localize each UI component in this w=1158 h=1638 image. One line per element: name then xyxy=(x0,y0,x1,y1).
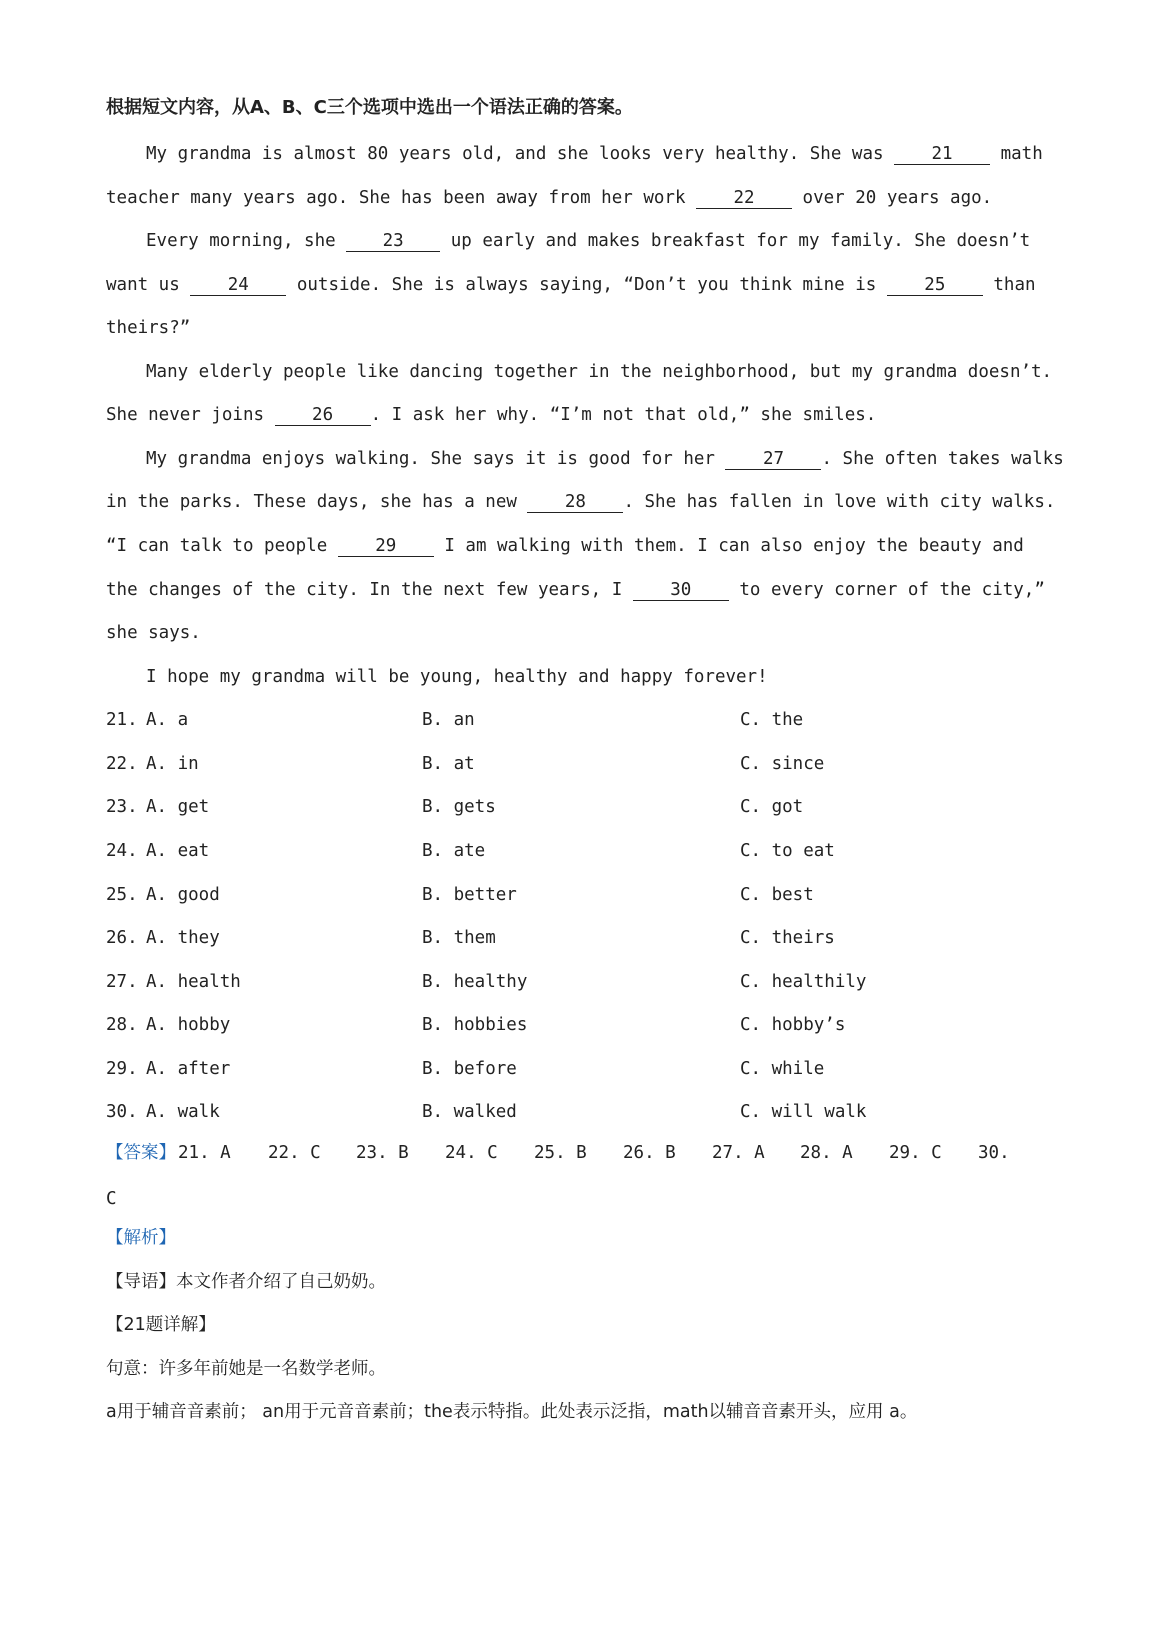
option-c: C. got xyxy=(740,797,804,817)
passage-line: I hope my grandma will be young, healthy and happy forever! xyxy=(146,667,768,687)
option-b: B. gets xyxy=(422,797,496,817)
option-b: B. healthy xyxy=(422,972,528,992)
option-row xyxy=(106,1057,1106,1081)
passage-line xyxy=(106,490,1055,514)
passage-line xyxy=(106,534,1024,558)
answer-item: 30. xyxy=(978,1143,1010,1163)
blank-24: 24 xyxy=(190,275,286,296)
text: Every morning, she xyxy=(146,231,347,251)
option-b: B. hobbies xyxy=(422,1015,528,1035)
answer-item: 29. C xyxy=(889,1143,942,1163)
option-a: A. a xyxy=(146,710,189,730)
option-b: B. walked xyxy=(422,1102,517,1122)
answer-item: 24. C xyxy=(445,1143,498,1163)
text: the changes of the city. In the next few years, I xyxy=(106,580,633,600)
option-b: B. before xyxy=(422,1059,517,1079)
q21-meaning: 句意：许多年前她是一名数学老师。 xyxy=(106,1359,386,1379)
instruction: 根据短文内容，从A、B、C三个选项中选出一个语法正确的答案。 xyxy=(106,97,633,118)
text: outside. She is always saying, “Don’t you think mine is xyxy=(286,275,887,295)
option-row xyxy=(106,883,1106,907)
text: . She has fallen in love with city walks. xyxy=(623,492,1056,512)
question-number: 26. xyxy=(106,928,138,948)
text: I am walking with them. I can also enjoy the beauty and xyxy=(433,536,1024,556)
option-row xyxy=(106,839,1106,863)
option-c: C. will walk xyxy=(740,1102,867,1122)
passage-line xyxy=(146,229,1030,253)
question-number: 28. xyxy=(106,1015,138,1035)
passage-line xyxy=(106,403,876,427)
option-b: B. at xyxy=(422,754,475,774)
option-c: C. the xyxy=(740,710,804,730)
text: My grandma enjoys walking. She says it is good for her xyxy=(146,449,726,469)
option-row xyxy=(106,752,1106,776)
option-a: A. in xyxy=(146,754,199,774)
option-a: A. health xyxy=(146,972,241,992)
option-b: B. them xyxy=(422,928,496,948)
q21-heading: 【21题详解】 xyxy=(106,1315,216,1335)
q21-detail: a用于辅音音素前； an用于元音音素前；the表示特指。此处表示泛指，math以辅音音素开头，应用 a。 xyxy=(106,1402,918,1422)
option-row xyxy=(106,1013,1106,1037)
option-c: C. healthily xyxy=(740,972,867,992)
option-a: A. good xyxy=(146,885,220,905)
answer-continuation: C xyxy=(106,1189,117,1209)
option-a: A. they xyxy=(146,928,220,948)
question-number: 27. xyxy=(106,972,138,992)
option-b: B. ate xyxy=(422,841,486,861)
answer-row xyxy=(106,1141,1106,1165)
question-number: 29. xyxy=(106,1059,138,1079)
text: want us xyxy=(106,275,191,295)
option-row xyxy=(106,708,1106,732)
text: teacher many years ago. She has been away from her work xyxy=(106,188,697,208)
option-c: C. theirs xyxy=(740,928,835,948)
answer-item: 21. A xyxy=(178,1143,231,1163)
passage-line xyxy=(146,142,1043,166)
blank-21: 21 xyxy=(894,144,990,165)
answer-item: 26. B xyxy=(623,1143,676,1163)
question-number: 21. xyxy=(106,710,138,730)
text: up early and makes breakfast for my family. She doesn’t xyxy=(440,231,1031,251)
option-c: C. to eat xyxy=(740,841,835,861)
passage-line xyxy=(106,578,1045,602)
passage-line: she says. xyxy=(106,623,201,643)
answer-item: 28. A xyxy=(800,1143,853,1163)
text: over 20 years ago. xyxy=(792,188,993,208)
option-b: B. better xyxy=(422,885,517,905)
option-a: A. walk xyxy=(146,1102,220,1122)
blank-28: 28 xyxy=(527,492,623,513)
text: . I ask her why. “I’m not that old,” she smiles. xyxy=(370,405,877,425)
question-number: 25. xyxy=(106,885,138,905)
option-row xyxy=(106,926,1106,950)
option-row xyxy=(106,795,1106,819)
answer-item: 22. C xyxy=(268,1143,321,1163)
blank-26: 26 xyxy=(275,405,371,426)
question-number: 22. xyxy=(106,754,138,774)
blank-29: 29 xyxy=(338,536,434,557)
question-number: 23. xyxy=(106,797,138,817)
answer-tag: 【答案】 xyxy=(106,1143,176,1163)
blank-23: 23 xyxy=(346,231,440,252)
answer-item: 23. B xyxy=(356,1143,409,1163)
passage-line xyxy=(106,273,1036,297)
question-number: 24. xyxy=(106,841,138,861)
option-row xyxy=(106,1100,1106,1124)
blank-30: 30 xyxy=(633,580,729,601)
text: She never joins xyxy=(106,405,275,425)
option-row xyxy=(106,970,1106,994)
option-a: A. after xyxy=(146,1059,231,1079)
text: to every corner of the city,” xyxy=(728,580,1045,600)
question-number: 30. xyxy=(106,1102,138,1122)
option-b: B. an xyxy=(422,710,475,730)
passage-line: Many elderly people like dancing together in the neighborhood, but my grandma doesn’t. xyxy=(146,362,1053,382)
option-c: C. since xyxy=(740,754,825,774)
passage-line: theirs?” xyxy=(106,318,191,338)
text: My grandma is almost 80 years old, and she looks very healthy. She was xyxy=(146,144,895,164)
blank-25: 25 xyxy=(887,275,983,296)
option-c: C. while xyxy=(740,1059,825,1079)
text: “I can talk to people xyxy=(106,536,338,556)
answer-item: 25. B xyxy=(534,1143,587,1163)
text: in the parks. These days, she has a new xyxy=(106,492,528,512)
option-a: A. get xyxy=(146,797,210,817)
blank-27: 27 xyxy=(725,449,821,470)
answer-item: 27. A xyxy=(712,1143,765,1163)
option-a: A. eat xyxy=(146,841,210,861)
text: math xyxy=(990,144,1043,164)
option-a: A. hobby xyxy=(146,1015,231,1035)
option-c: C. hobby’s xyxy=(740,1015,846,1035)
analysis-intro: 【导语】本文作者介绍了自己奶奶。 xyxy=(106,1272,386,1292)
blank-22: 22 xyxy=(696,188,792,209)
text: than xyxy=(982,275,1036,295)
option-c: C. best xyxy=(740,885,814,905)
passage-line xyxy=(146,447,1064,471)
analysis-tag: 【解析】 xyxy=(106,1228,176,1248)
passage-line xyxy=(106,186,992,210)
text: . She often takes walks xyxy=(821,449,1064,469)
